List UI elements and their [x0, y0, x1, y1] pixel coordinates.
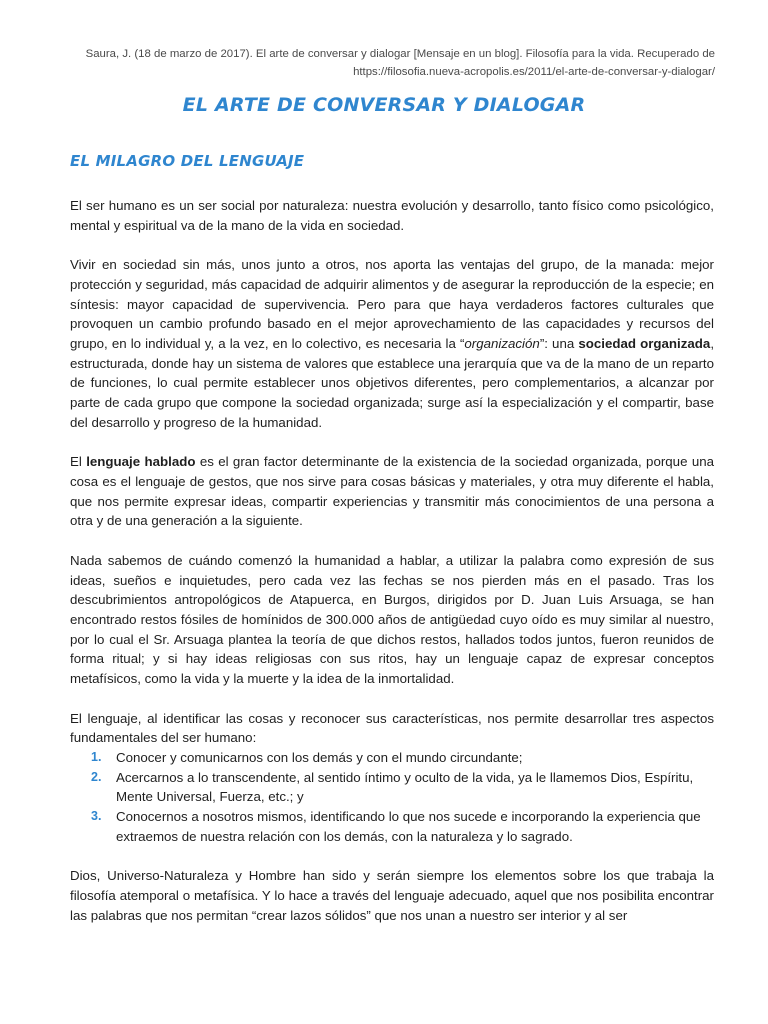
- list-item-text: Conocernos a nosotros mismos, identificando lo que nos sucede e incorporando la experiencia que extraemos de nuestra relación con los demás, con la naturaleza y lo sagrado.: [116, 809, 701, 844]
- paragraph-2-italic: organización: [464, 336, 540, 352]
- citation-line-2: https://filosofia.nueva-acropolis.es/2011/el-arte-de-conversar-y-dialogar/: [353, 66, 715, 78]
- citation-header: [75, 45, 715, 81]
- paragraph-3-text-b: es el gran factor determinante de la existencia de la sociedad organizada, porque una cosa es el lenguaje de gestos, que nos sirve para cosas básicas y materiales, y otra muy diferente el habla, que nos permite expresar ideas, compartir experiencias y transmitir más conocimientos de una persona a otra y de una generación a la siguiente.: [70, 454, 715, 529]
- document-body: [70, 196, 714, 945]
- list-number: 2.: [91, 769, 102, 784]
- citation-line-1: Saura, J. (18 de marzo de 2017). El arte de conversar y dialogar [Mensaje en un blog]. Filosofía para la vida. Recuperado de: [85, 48, 715, 60]
- paragraph-2: [70, 255, 714, 432]
- aspects-list: [70, 748, 714, 847]
- document-title: EL ARTE DE CONVERSAR Y DIALOGAR: [182, 94, 586, 116]
- section-title: EL MILAGRO DEL LENGUAJE: [70, 152, 305, 170]
- list-item-text: Acercarnos a lo transcendente, al sentido íntimo y oculto de la vida, ya le llamemos Dios, Espíritu, Mente Universal, Fuerza, etc.; y: [116, 769, 694, 805]
- paragraph-2-text-a: Vivir en sociedad sin más, unos junto a otros, nos aporta las ventajas del grupo, de la manada: mejor protección y seguridad, más capacidad de adquirir alimentos y de asegurar la reproducción de la especie; en síntesis: mayor capacidad de supervivencia. Pero para que haya verdaderos factores culturales que provoquen un cambio profundo basado en el mejor aprovechamiento de las capacidades y recursos del grupo, en lo individual y, a la vez, en lo colectivo, es necesaria la “: [70, 257, 714, 352]
- list-number: 1.: [91, 750, 102, 765]
- list-number: 3.: [91, 809, 102, 824]
- paragraph-2-text-c: , estructurada, donde hay un sistema de valores que establece una jerarquía que va de la mano de un reparto de funciones, lo cual permite establecer unos objetivos diferentes, pero complementarios, a alcanzar por parte de cada grupo que compone la sociedad organizada; surge así la especialización y el compartir, base del desarrollo y progreso de la humanidad.: [70, 336, 715, 430]
- paragraph-3: [70, 452, 714, 531]
- paragraph-3-bold: lenguaje hablado: [86, 454, 196, 470]
- list-item: [70, 748, 714, 768]
- paragraph-6: Dios, Universo-Naturaleza y Hombre han sido y serán siempre los elementos sobre los que trabaja la filosofía atemporal o metafísica. Y lo hace a través del lenguaje adecuado, aquel que nos posibilita encontrar las palabras que nos permitan “crear lazos sólidos” que nos unan a nuestro ser interior y al ser: [70, 868, 714, 923]
- paragraph-2-bold: sociedad organizada: [578, 336, 711, 352]
- paragraph-5: El lenguaje, al identificar las cosas y reconocer sus características, nos permite desarrollar tres aspectos fundamentales del ser humano:: [70, 710, 714, 746]
- paragraph-1: El ser humano es un ser social por naturaleza: nuestra evolución y desarrollo, tanto físico como psicológico, mental y espiritual va de la mano de la vida en sociedad.: [70, 198, 714, 233]
- paragraph-3-text-a: El: [70, 454, 87, 470]
- list-item: [70, 768, 714, 807]
- paragraph-2-text-b: ”: una: [539, 336, 579, 352]
- paragraph-4: Nada sabemos de cuándo comenzó la humanidad a hablar, a utilizar la palabra como expresión de sus ideas, sueños e inquietudes, pero cada vez las fechas se nos pierden más en el pasado. Tras los descubrimientos antropológicos de Atapuerca, en Burgos, dirigidos por D. Juan Luis Arsuaga, se han encontrado restos fósiles de homínidos de 300.000 años de antigüedad cuyo oído es muy similar al nuestro, por lo cual el Sr. Arsuaga plantea la teoría de que dichos restos, hallados todos juntos, fueron reunidos de forma ritual; y si hay ideas religiosas con sus ritos, hay un lenguaje capaz de expresar conceptos metafísicos, como la vida y la muerte y la idea de la inmortalidad.: [70, 552, 714, 687]
- list-item: [70, 807, 714, 846]
- list-item-text: Conocer y comunicarnos con los demás y con el mundo circundante;: [116, 750, 523, 766]
